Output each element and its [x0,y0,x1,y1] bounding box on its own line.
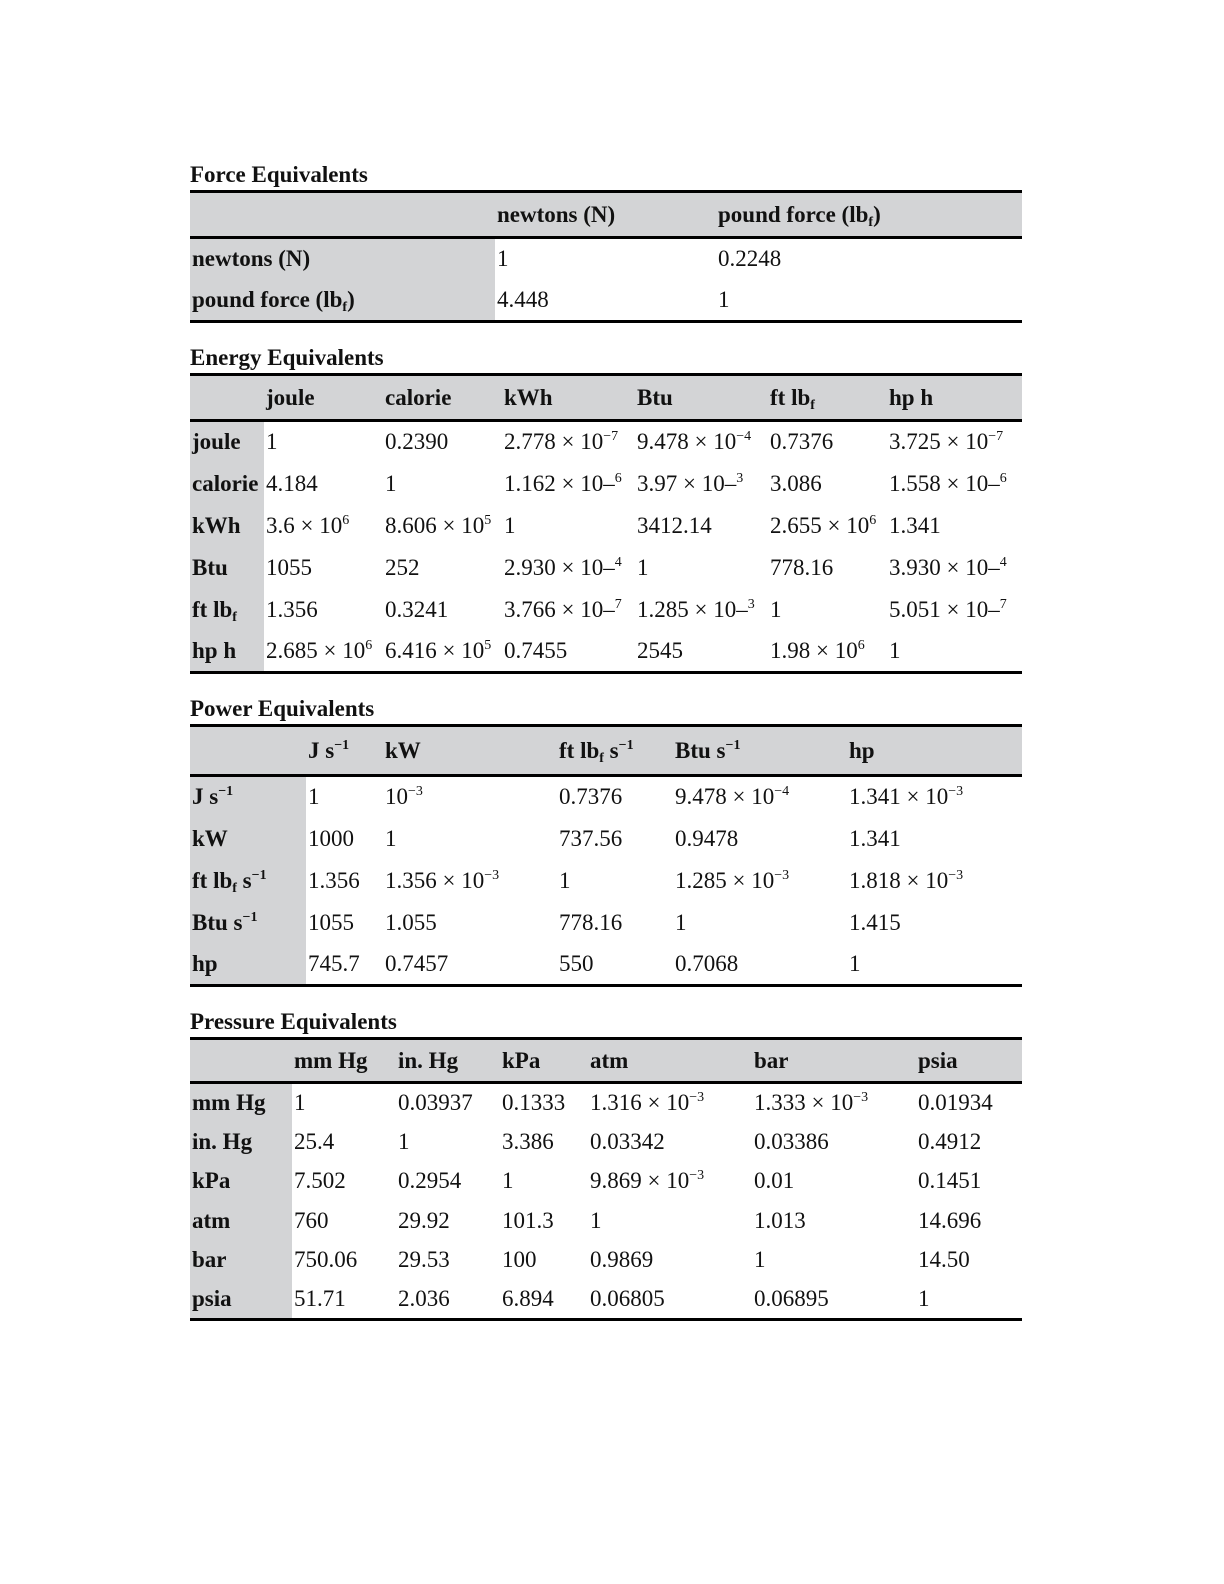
row-header: ft $lb_f$ [190,589,264,631]
table-cell: 1 [716,280,1022,322]
table-cell: 1.356 [266,596,318,622]
table-cell: $1.98 \times 10^6$ [768,631,887,673]
table-cell: 550 [557,944,673,986]
table-cell: 3.386 [502,1128,554,1154]
table-cell: 3.930 × 10–$^4$ [889,554,1007,580]
table-cell: $10^{-3}$ [385,784,423,810]
table-cell: 1 [308,784,320,810]
power-table [190,724,1022,987]
header-row [190,1039,1022,1083]
column-header: atm [588,1039,752,1083]
column-header: Btu [635,375,768,421]
row-header: hp [190,944,306,986]
row-header: psia [190,1280,292,1320]
table-cell: 1 [590,1207,602,1233]
table-cell: 1.013 [754,1207,806,1233]
row-header: in. Hg [190,1122,292,1162]
table-cell: 1.341 [889,512,941,538]
section-title: Energy Equivalents [190,345,384,370]
header-row [190,192,1022,238]
table-cell: $6.416 \times 10^5$ [383,631,502,673]
table-cell: 0.01 [754,1168,795,1194]
table-cell: 0.7376 [770,429,834,455]
table-cell: $1.818 \times 10^{-3}$ [849,867,964,893]
table-cell: 0.1451 [918,1168,982,1194]
table-cell: 1 [385,825,397,851]
table-cell: 0.06895 [752,1280,916,1320]
row-header: Btu [190,547,264,589]
table-row [190,547,1022,589]
table-cell: 5.051 × 10–$^7$ [889,596,1007,622]
table-cell: $2.685 \times 10^6$ [264,631,383,673]
table-cell: $9.478 \times 10^{-4}$ [675,784,790,810]
row-header: joule [190,421,264,463]
row-header: bar [190,1241,292,1281]
table-cell: 0.03386 [754,1128,829,1154]
table-cell: 1 [637,554,649,580]
force-table [190,190,1022,323]
table-cell: 29.53 [398,1247,450,1273]
column-header: calorie [383,375,502,421]
table-cell: $9.869 \times 10^{-3}$ [590,1168,705,1194]
table-row [190,463,1022,505]
row-header: Btu $s^{-1}$ [190,902,306,944]
table-cell: 0.06805 [588,1280,752,1320]
table-cell: 778.16 [770,554,834,580]
column-header: kPa [500,1039,588,1083]
header-row [190,726,1022,776]
table-cell: 1055 [308,909,354,935]
table-cell: $3.6 \times 10^6$ [266,512,350,538]
corner-cell [190,192,495,238]
table-cell: 1 [770,596,782,622]
table-cell: $8.606 \times 10^5$ [385,512,492,538]
column-header: newtons (N) [495,192,716,238]
table-cell: $1.341 \times 10^{-3}$ [849,784,964,810]
table-row [190,902,1022,944]
column-header: pound force $(lb_f)$ [716,192,1022,238]
table-cell: 760 [294,1207,329,1233]
table-cell: 51.71 [292,1280,396,1320]
table-cell: 1 [497,246,509,272]
row-header: kW [190,818,306,860]
table-cell: 1 [294,1090,306,1115]
table-cell: 0.01934 [918,1090,993,1115]
table-row [190,1241,1022,1281]
table-cell: 0.2390 [385,429,449,455]
power-section [190,694,1022,987]
table-cell: 1.558 × 10–$^6$ [889,470,1007,496]
column-header: hp h [887,375,1022,421]
column-header: joule [264,375,383,421]
row-header: newtons (N) [190,238,495,280]
table-cell: 101.3 [502,1207,554,1233]
table-row [190,1083,1022,1123]
table-cell: 778.16 [559,909,623,935]
column-header: ft $lb_f$ $s^{-1}$ [557,726,673,776]
row-header: ft $lb_f$ $s^{-1}$ [190,860,306,902]
table-cell: 7.502 [294,1168,346,1194]
table-cell: 2545 [635,631,768,673]
table-cell: 6.894 [500,1280,588,1320]
table-cell: 3.97 × 10–$^3$ [637,470,744,496]
table-cell: $1.333 \times 10^{-3}$ [754,1090,869,1115]
table-cell: 0.7457 [383,944,557,986]
table-cell: 0.2954 [398,1168,462,1194]
table-cell: $9.478 \times 10^{-4}$ [637,429,752,455]
column-header: J $s^{-1}$ [306,726,383,776]
section-title: Force Equivalents [190,162,368,187]
column-header: kWh [502,375,635,421]
table-cell: 0.2248 [718,246,782,272]
section-title: Pressure Equivalents [190,1009,397,1034]
column-header: bar [752,1039,916,1083]
table-cell: $1.285 \times 10^{-3}$ [675,867,790,893]
pressure-table [190,1037,1022,1321]
table-cell: 14.696 [918,1207,982,1233]
column-header: kW [383,726,557,776]
column-header: ft $lb_f$ [768,375,887,421]
pressure-section [190,1007,1022,1321]
table-cell: 0.9478 [675,825,739,851]
table-cell: 750.06 [294,1247,358,1273]
table-cell: $2.655 \times 10^6$ [770,512,877,538]
column-header: in. Hg [396,1039,500,1083]
row-header: J $s^{-1}$ [190,776,306,818]
table-cell: $1.316 \times 10^{-3}$ [590,1090,705,1115]
energy-table [190,373,1022,674]
table-row [190,860,1022,902]
corner-cell [190,375,264,421]
table-cell: 4.448 [495,280,716,322]
row-header: mm Hg [190,1083,292,1123]
table-cell: 1.415 [849,909,901,935]
table-row [190,1280,1022,1320]
table-cell: 14.50 [918,1247,970,1273]
table-cell: $3.725 \times 10^{-7}$ [889,429,1004,455]
column-header: mm Hg [292,1039,396,1083]
table-cell: 0.03342 [590,1128,665,1154]
row-header: pound force $(lb_f)$ [190,280,495,322]
table-cell: 1.356 [308,867,360,893]
table-cell: 25.4 [294,1128,335,1154]
table-row [190,238,1022,280]
table-cell: 1 [916,1280,1022,1320]
table-cell: 100 [502,1247,537,1273]
table-cell: 1 [675,909,687,935]
table-cell: 1 [504,512,516,538]
table-cell: 0.03937 [398,1090,473,1115]
conversion-tables-page [190,160,1022,1341]
table-row [190,589,1022,631]
row-header: atm [190,1201,292,1241]
table-cell: 1 [847,944,1022,986]
table-cell: 1055 [266,554,312,580]
table-cell: 252 [385,554,420,580]
row-header: calorie [190,463,264,505]
table-row [190,631,1022,673]
table-row [190,818,1022,860]
table-cell: 2.930 × 10–$^4$ [504,554,622,580]
column-header: Btu $s^{-1}$ [673,726,847,776]
header-row [190,375,1022,421]
table-cell: 0.9869 [590,1247,654,1273]
row-header: kPa [190,1162,292,1202]
section-title: Power Equivalents [190,696,375,721]
table-cell: 1 [502,1168,514,1194]
table-cell: 3.086 [770,470,822,496]
table-cell: 4.184 [266,470,318,496]
table-cell: 0.7376 [559,784,623,810]
table-cell: 3.766 × 10–$^7$ [504,596,622,622]
corner-cell [190,1039,292,1083]
table-cell: 737.56 [559,825,623,851]
table-row [190,776,1022,818]
force-section [190,160,1022,323]
table-cell: 1 [385,470,397,496]
table-cell: 0.7455 [502,631,635,673]
table-cell: 1.162 × 10–$^6$ [504,470,622,496]
table-cell: 1 [754,1247,766,1273]
corner-cell [190,726,306,776]
table-cell: 1000 [308,825,354,851]
table-cell: 0.4912 [918,1128,982,1154]
table-row [190,280,1022,322]
row-header: hp h [190,631,264,673]
row-header: kWh [190,505,264,547]
table-cell: 0.3241 [385,596,449,622]
table-row [190,1201,1022,1241]
table-cell: $1.356 \times 10^{-3}$ [385,867,500,893]
table-cell: 0.1333 [502,1090,566,1115]
table-cell: 1.055 [385,909,437,935]
table-row [190,505,1022,547]
table-cell: 1 [398,1128,410,1154]
table-cell: 1 [559,867,571,893]
table-cell: 0.7068 [673,944,847,986]
table-cell: 1 [266,429,278,455]
table-row [190,421,1022,463]
table-cell: 745.7 [306,944,383,986]
column-header: psia [916,1039,1022,1083]
energy-section [190,343,1022,674]
table-cell: 2.036 [396,1280,500,1320]
table-cell: 29.92 [398,1207,450,1233]
table-cell: 1.285 × 10–$^3$ [637,596,755,622]
table-cell: 3412.14 [637,512,712,538]
table-row [190,1122,1022,1162]
table-cell: $2.778 \times 10^{-7}$ [504,429,619,455]
table-cell: 1 [887,631,1022,673]
table-cell: 1.341 [849,825,901,851]
table-row [190,944,1022,986]
column-header: hp [847,726,1022,776]
table-row [190,1162,1022,1202]
